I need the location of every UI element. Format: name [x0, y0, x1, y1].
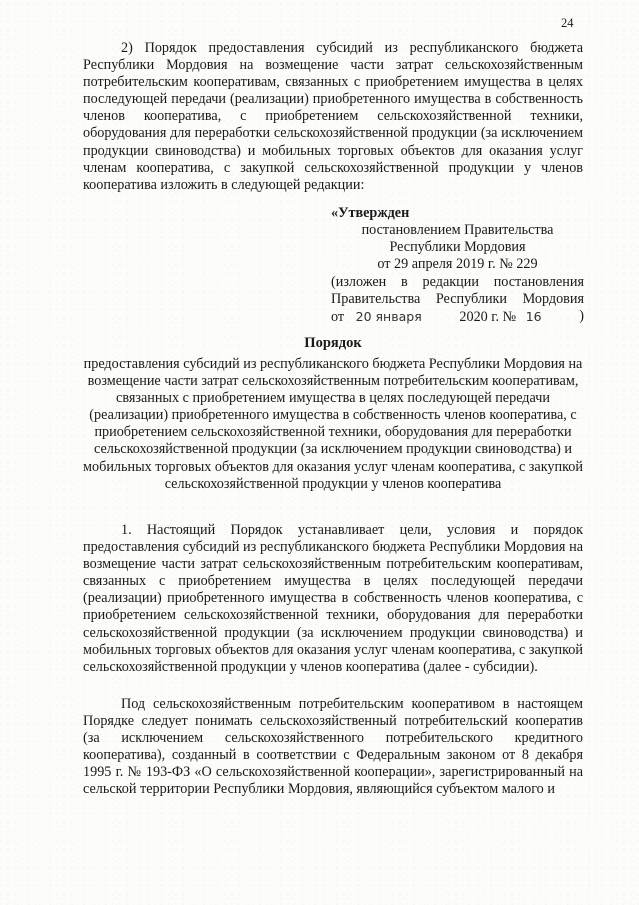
approval-line-5: Правительства Республики Мордовия	[331, 290, 584, 307]
approval-line-2: Республики Мордовия	[389, 239, 526, 256]
approval-date-line	[331, 308, 584, 326]
intro-paragraph: 2) Порядок предоставления субсидий из республиканского бюджета Республики Мордовия на возмещение части затрат сельскохозяйственным потребительским кооперативам, связанных с приобретением имущества в целях последующей передачи (реализации) приобретенного имущества в собственность членов кооператива, с приобретением сельскохозяйственной техники, оборудования для переработки сельскохозяйственной продукции (за исключением продукции свиноводства) и мобильных торговых объектов для оказания услуг членам кооператива, с закупкой сельскохозяйственной продукции у членов кооператива изложить в следующей редакции:	[83, 40, 583, 193]
page-number: 24	[561, 16, 574, 30]
document-subtitle: предоставления субсидий из республиканского бюджета Республики Мордовия на возмещение части затрат сельскохозяйственным потребительским кооперативам, связанных с приобретением имущества в целях последующей передачи (реализации) приобретенного имущества в собственность членов кооператива, с приобретением сельскохозяйственной техники, оборудования для переработки сельскохозяйственной продукции (за исключением продукции свиноводства) и мобильных торговых объектов для оказания услуг членам кооператива, с закупкой сельскохозяйственной продукции у членов кооператива	[83, 356, 583, 492]
paragraph-2: Под сельскохозяйственным потребительским кооперативом в настоящем Порядке следует понимать сельскохозяйственный потребительский кооператив (за исключением сельскохозяйственного потребительского кредитного кооператива), созданный в соответствии с Федеральным законом от 8 декабря 1995 г. № 193-ФЗ «О сельскохозяйственной кооперации», зарегистрированный на сельской территории Республики Мордовия, являющийся субъектом малого и	[83, 696, 583, 798]
approval-title: «Утвержден	[331, 205, 410, 221]
approval-line-4: (изложен в редакции постановления	[331, 273, 584, 290]
approval-line-1: постановлением Правительства	[361, 222, 554, 238]
handwritten-number: 16	[525, 309, 542, 325]
handwritten-date: 20 января	[355, 309, 422, 325]
approval-block-title	[331, 205, 584, 222]
document-title: Порядок	[304, 335, 362, 351]
approval-line-3: от 29 апреля 2019 г. № 229	[377, 256, 538, 273]
date-prefix: от	[331, 309, 345, 326]
paragraph-1: 1. Настоящий Порядок устанавливает цели, условия и порядок предоставления субсидий из республиканского бюджета Республики Мордовия на возмещение части затрат сельскохозяйственным потребительским кооперативам, связанных с приобретением имущества в целях последующей передачи (реализации) приобретенного имущества в собственность членов кооператива, с приобретением сельскохозяйственной техники, оборудования для переработки сельскохозяйственной продукции (за исключением продукции свиноводства) и мобильных торговых объектов для оказания услуг членам кооператива, с закупкой сельскохозяйственной продукции у членов кооператива (далее - субсидии).	[83, 522, 583, 675]
close-paren: )	[579, 308, 584, 325]
approval-block	[331, 222, 584, 326]
year-text: 2020 г. №	[459, 309, 517, 326]
